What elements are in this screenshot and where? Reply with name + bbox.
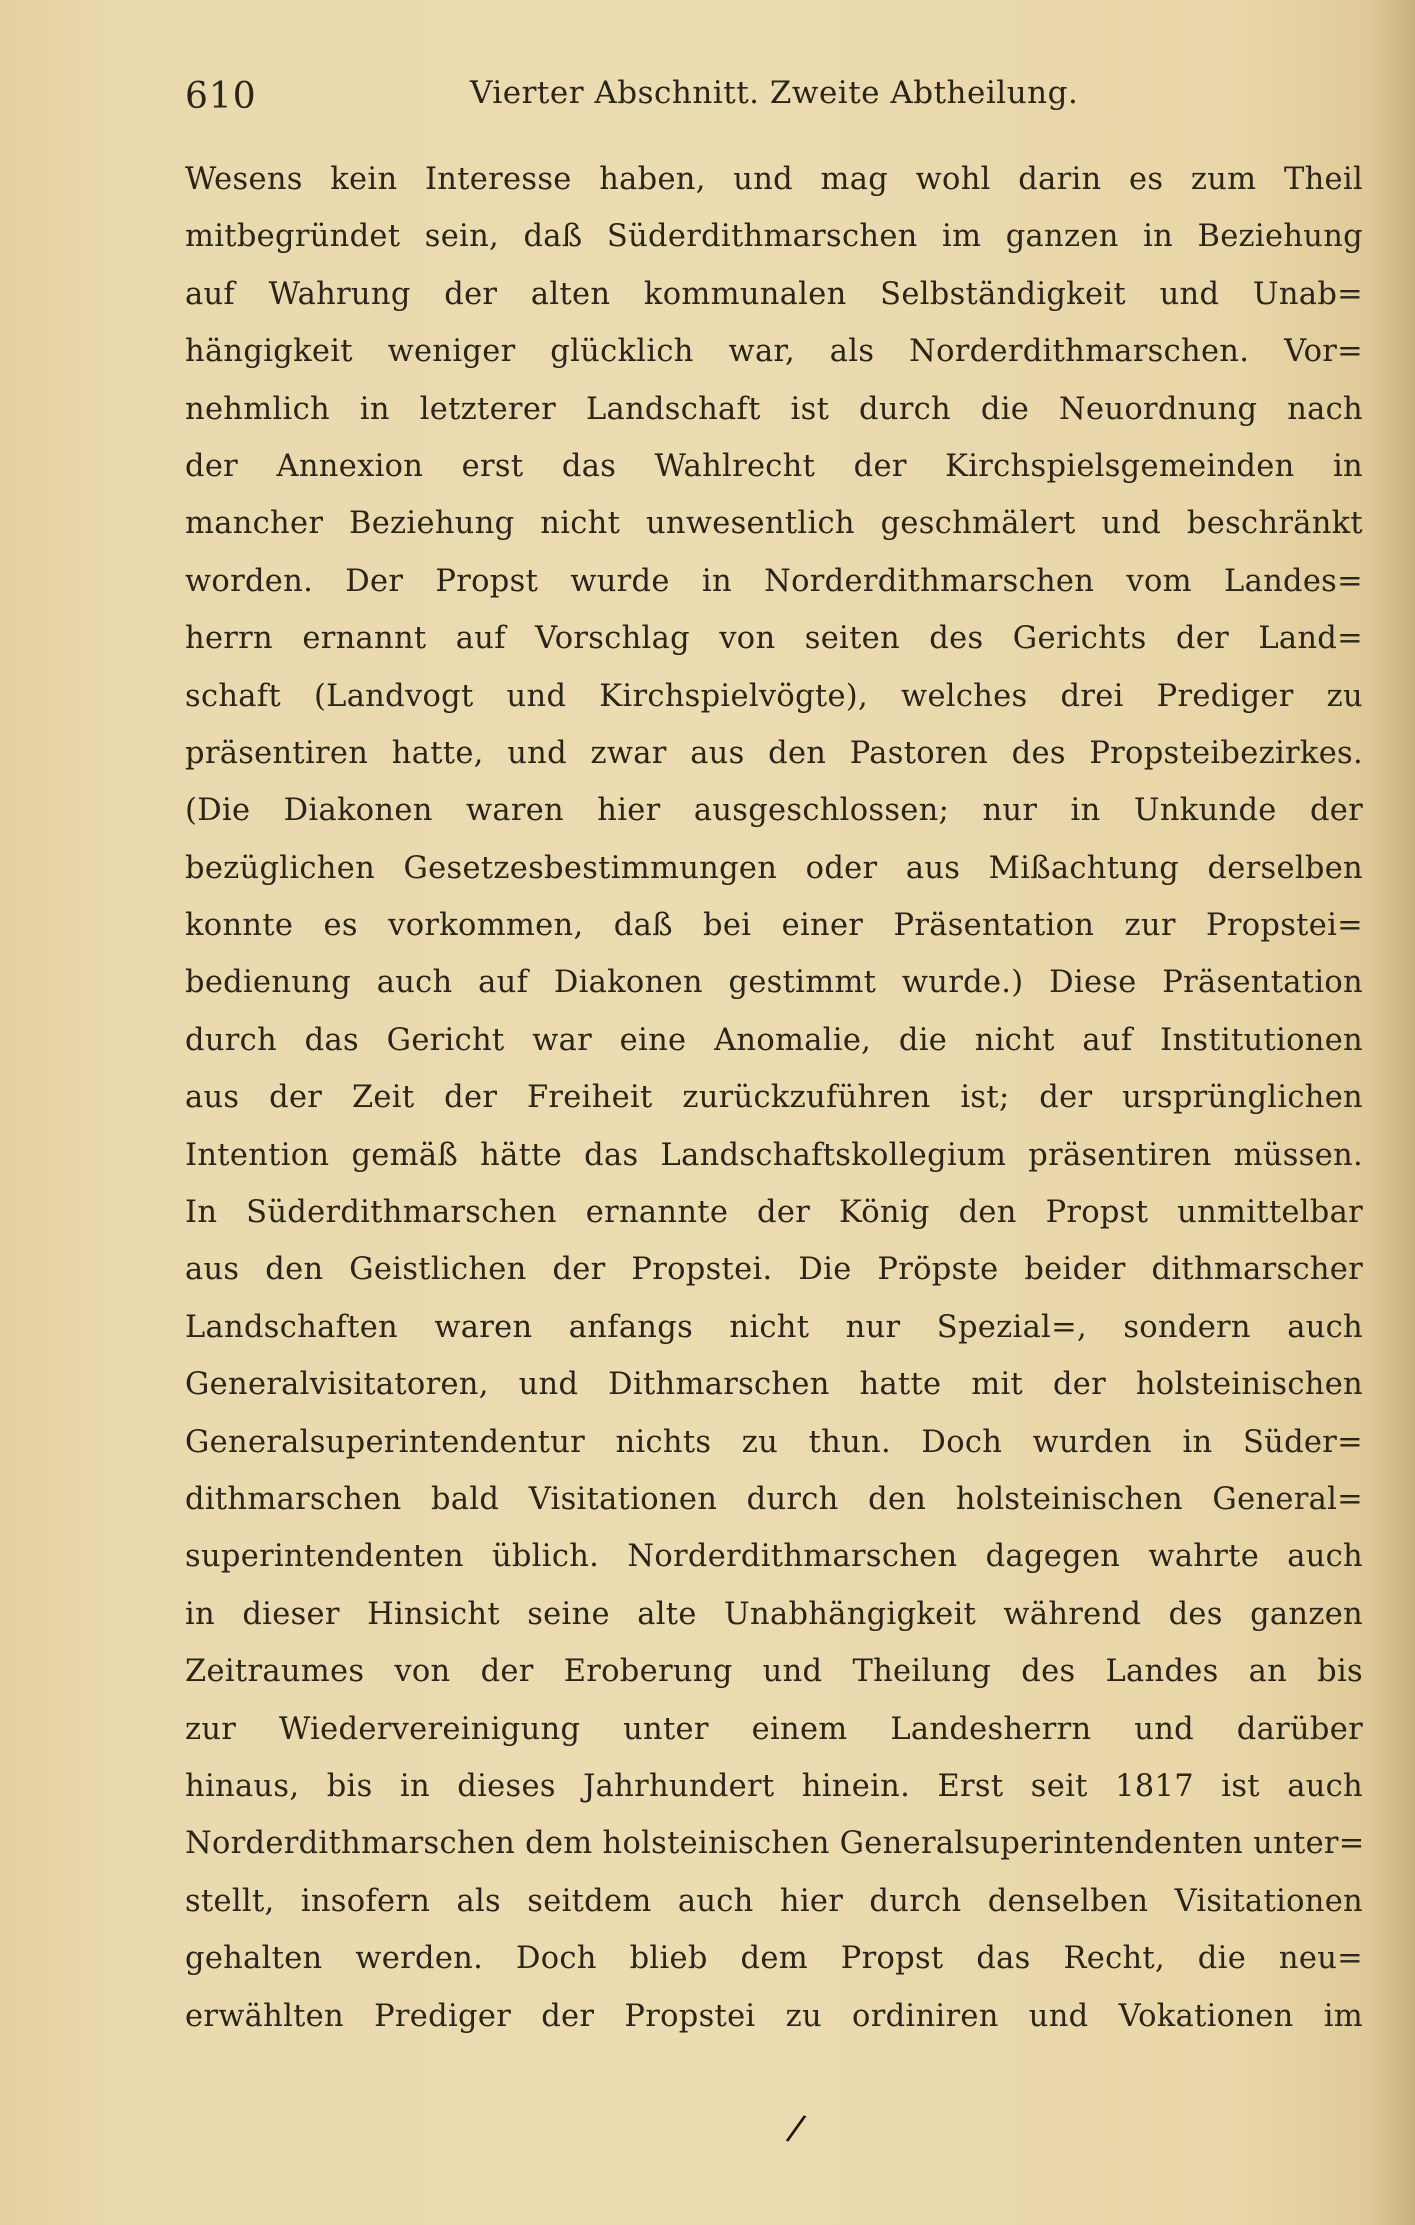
text-line: hinaus, bis in dieses Jahrhundert hinein. Erst seit 1817 ist auch xyxy=(185,1768,1363,1804)
text-line: nehmlich in letzterer Landschaft ist durch die Neuordnung nach xyxy=(185,391,1363,427)
page-number: 610 xyxy=(185,76,257,117)
text-line: Intention gemäß hätte das Landschaftskollegium präsentiren müssen. xyxy=(185,1137,1363,1173)
page-shadow-edge xyxy=(1367,0,1415,2225)
text-line: aus den Geistlichen der Propstei. Die Pröpste beider dithmarscher xyxy=(185,1252,1363,1288)
pencil-mark: / xyxy=(783,2107,809,2150)
text-line: präsentiren hatte, und zwar aus den Pastoren des Propsteibezirkes. xyxy=(185,735,1363,771)
text-line: stellt, insofern als seitdem auch hier durch denselben Visitationen xyxy=(185,1883,1363,1919)
text-line: dithmarschen bald Visitationen durch den holsteinischen General= xyxy=(185,1481,1363,1517)
text-line: zur Wiedervereinigung unter einem Landesherrn und darüber xyxy=(185,1711,1363,1747)
text-line: aus der Zeit der Freiheit zurückzuführen ist; der ursprünglichen xyxy=(185,1080,1363,1116)
text-line: konnte es vorkommen, daß bei einer Präsentation zur Propstei= xyxy=(185,908,1363,944)
body-text xyxy=(185,151,1363,2045)
text-line: auf Wahrung der alten kommunalen Selbständigkeit und Unab= xyxy=(185,276,1363,312)
text-line: Wesens kein Interesse haben, und mag wohl darin es zum Theil xyxy=(185,162,1363,197)
text-line: schaft (Landvogt und Kirchspielvögte), welches drei Prediger zu xyxy=(185,678,1363,714)
text-line: Zeitraumes von der Eroberung und Theilung des Landes an bis xyxy=(185,1654,1363,1690)
text-line: herrn ernannt auf Vorschlag von seiten des Gerichts der Land= xyxy=(185,621,1363,657)
text-line: In Süderdithmarschen ernannte der König den Propst unmittelbar xyxy=(185,1195,1363,1231)
text-line: mitbegründet sein, daß Süderdithmarschen im ganzen in Beziehung xyxy=(185,219,1363,255)
text-line: gehalten werden. Doch blieb dem Propst das Recht, die neu= xyxy=(185,1941,1363,1977)
text-line: Generalsuperintendentur nichts zu thun. Doch wurden in Süder= xyxy=(185,1424,1363,1460)
text-line: durch das Gericht war eine Anomalie, die nicht auf Institutionen xyxy=(185,1022,1363,1058)
text-line: worden. Der Propst wurde in Norderdithmarschen vom Landes= xyxy=(185,563,1363,599)
text-line: Landschaften waren anfangs nicht nur Spezial=, sondern auch xyxy=(185,1309,1363,1345)
text-line: der Annexion erst das Wahlrecht der Kirchspielsgemeinden in xyxy=(185,448,1363,484)
text-line: hängigkeit weniger glücklich war, als Norderdithmarschen. Vor= xyxy=(185,334,1363,370)
running-head: Vierter Abschnitt. Zweite Abtheilung. xyxy=(470,75,1079,111)
text-line: superintendenten üblich. Norderdithmarschen dagegen wahrte auch xyxy=(185,1539,1363,1575)
text-line: bedienung auch auf Diakonen gestimmt wurde.) Diese Präsentation xyxy=(185,965,1363,1001)
text-line: bezüglichen Gesetzesbestimmungen oder aus Mißachtung derselben xyxy=(185,850,1363,886)
text-line: in dieser Hinsicht seine alte Unabhängigkeit während des ganzen xyxy=(185,1596,1363,1632)
text-line: Generalvisitatoren, und Dithmarschen hatte mit der holsteinischen xyxy=(185,1367,1363,1403)
text-line: erwählten Prediger der Propstei zu ordiniren und Vokationen im xyxy=(185,1998,1363,2034)
text-line: mancher Beziehung nicht unwesentlich geschmälert und beschränkt xyxy=(185,506,1363,542)
page-header xyxy=(185,68,1365,118)
text-line: (Die Diakonen waren hier ausgeschlossen; nur in Unkunde der xyxy=(185,793,1363,829)
text-line: Norderdithmarschen dem holsteinischen Generalsuperintendenten unter= xyxy=(185,1826,1365,1862)
